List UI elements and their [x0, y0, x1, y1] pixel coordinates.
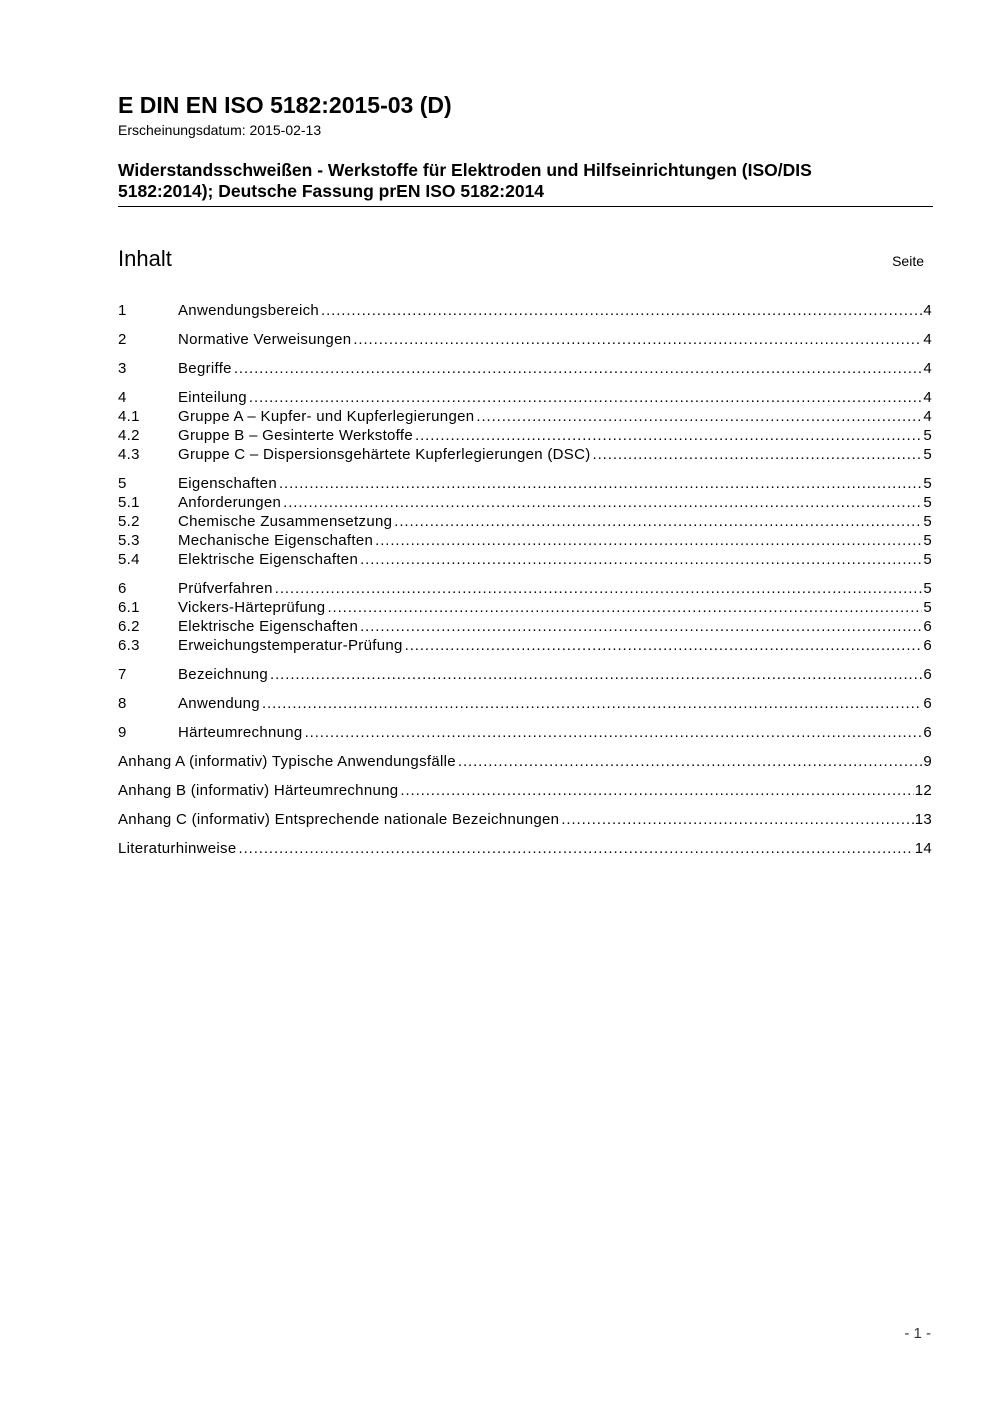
toc-entry[interactable] [118, 445, 932, 464]
toc-entry-title: Anforderungen [178, 494, 282, 511]
toc-dot-leader [458, 752, 922, 771]
toc-entry[interactable] [118, 330, 932, 349]
toc-entry-number: 5.2 [118, 513, 140, 530]
toc-dot-leader [327, 598, 922, 617]
toc-entry-number: 5 [118, 475, 127, 492]
toc-entry-title: Chemische Zusammensetzung [178, 513, 393, 530]
toc-dot-leader [593, 445, 923, 464]
toc-dot-leader [405, 636, 923, 655]
toc-entry-number: 6 [118, 580, 127, 597]
toc-entry-title: Gruppe C – Dispersionsgehärtete Kupferlegierungen (DSC) [178, 446, 591, 463]
toc-entry-page: 13 [914, 811, 932, 828]
toc-entry[interactable] [118, 474, 932, 493]
toc-entry-title: Anwendungsbereich [178, 302, 320, 319]
toc-entry-page: 9 [923, 753, 932, 770]
toc-entry[interactable] [118, 636, 932, 655]
toc-entry-title: Bezeichnung [178, 666, 269, 683]
toc-entry-title: Einteilung [178, 389, 247, 406]
toc-entry[interactable] [118, 426, 932, 445]
toc-entry-page: 5 [923, 580, 932, 597]
toc-entry-page: 5 [923, 446, 932, 463]
document-title: E DIN EN ISO 5182:2015-03 (D) [118, 92, 452, 118]
toc-entry-page: 6 [923, 666, 932, 683]
page-number: - 1 - [904, 1325, 931, 1342]
toc-entry[interactable] [118, 579, 932, 598]
toc-entry-number: 6.1 [118, 599, 140, 616]
toc-dot-leader [375, 531, 922, 550]
toc-entry-number: 4.2 [118, 427, 140, 444]
toc-entry-page: 6 [923, 637, 932, 654]
toc-entry[interactable] [118, 407, 932, 426]
toc-entry[interactable] [118, 531, 932, 550]
toc-entry-number: 5.3 [118, 532, 140, 549]
toc-entry-page: 5 [923, 475, 932, 492]
toc-entry-page: 4 [923, 302, 932, 319]
toc-entry-annex-b[interactable] [118, 781, 932, 800]
toc-dot-leader [476, 407, 922, 426]
toc-entry-page: 4 [923, 389, 932, 406]
toc-entry-number: 8 [118, 695, 127, 712]
toc-entry-title: Anwendung [178, 695, 260, 712]
toc-dot-leader [400, 781, 913, 800]
toc-entry-number: 9 [118, 724, 127, 741]
toc-entry[interactable] [118, 359, 932, 378]
document-subtitle [118, 160, 933, 202]
toc-entry-title: Gruppe B – Gesinterte Werkstoffe [178, 427, 413, 444]
toc-entry-annex-c[interactable] [118, 810, 932, 829]
toc-dot-leader [360, 550, 922, 569]
toc-entry-page: 6 [923, 618, 932, 635]
toc-entry-title: Anhang C (informativ) Entsprechende nationale Bezeichnungen [118, 811, 560, 828]
toc-entry-number: 1 [118, 302, 127, 319]
toc-dot-leader [279, 474, 922, 493]
toc-entry-page: 5 [923, 513, 932, 530]
toc-dot-leader [353, 330, 922, 349]
toc-dot-leader [415, 426, 922, 445]
toc-entry[interactable] [118, 388, 932, 407]
toc-dot-leader [275, 579, 923, 598]
toc-entry-page: 6 [923, 695, 932, 712]
toc-entry-annex-a[interactable] [118, 752, 932, 771]
toc-entry-page: 5 [923, 494, 932, 511]
subtitle-line-2: 5182:2014); Deutsche Fassung prEN ISO 5182:2014 [118, 181, 545, 201]
toc-entry-page: 12 [914, 782, 932, 799]
toc-entry-page: 6 [923, 724, 932, 741]
toc-entry[interactable] [118, 493, 932, 512]
toc-dot-leader [270, 665, 922, 684]
toc-entry[interactable] [118, 617, 932, 636]
toc-entry-title: Prüfverfahren [178, 580, 273, 597]
toc-page-column-heading: Seite [892, 253, 924, 269]
toc-dot-leader [262, 694, 922, 713]
toc-dot-leader [249, 388, 922, 407]
toc-entry-page: 5 [923, 551, 932, 568]
publication-date: Erscheinungsdatum: 2015-02-13 [118, 122, 322, 138]
toc-entry-number: 6.3 [118, 637, 140, 654]
table-of-contents [118, 301, 932, 858]
toc-entry-number: 6.2 [118, 618, 140, 635]
toc-entry-number: 5.1 [118, 494, 140, 511]
toc-entry-title: Gruppe A – Kupfer- und Kupferlegierungen [178, 408, 475, 425]
toc-dot-leader [321, 301, 922, 320]
toc-entry-page: 5 [923, 532, 932, 549]
subtitle-line-1: Widerstandsschweißen - Werkstoffe für Elektroden und Hilfseinrichtungen (ISO/DIS [118, 160, 812, 180]
toc-entry-title: Anhang B (informativ) Härteumrechnung [118, 782, 399, 799]
toc-heading: Inhalt [118, 246, 172, 271]
toc-entry-title: Vickers-Härteprüfung [178, 599, 326, 616]
toc-entry-page: 14 [914, 840, 932, 857]
toc-entry-title: Literaturhinweise [118, 840, 237, 857]
toc-entry-page: 5 [923, 427, 932, 444]
toc-entry-title: Normative Verweisungen [178, 331, 352, 348]
toc-entry[interactable] [118, 301, 932, 320]
toc-entry-number: 4 [118, 389, 127, 406]
toc-entry-title: Erweichungstemperatur-Prüfung [178, 637, 403, 654]
toc-dot-leader [283, 493, 922, 512]
header-divider [118, 206, 933, 207]
toc-entry-title: Elektrische Eigenschaften [178, 618, 359, 635]
toc-entry-number: 4.1 [118, 408, 140, 425]
toc-entry[interactable] [118, 512, 932, 531]
toc-entry-title: Begriffe [178, 360, 232, 377]
toc-entry-title: Mechanische Eigenschaften [178, 532, 374, 549]
toc-entry[interactable] [118, 598, 932, 617]
toc-entry-bibliography[interactable] [118, 839, 932, 858]
toc-entry-page: 4 [923, 360, 932, 377]
toc-entry-title: Eigenschaften [178, 475, 277, 492]
toc-dot-leader [561, 810, 913, 829]
toc-entry-title: Anhang A (informativ) Typische Anwendungsfälle [118, 753, 456, 770]
toc-dot-leader [239, 839, 914, 858]
toc-entry[interactable] [118, 665, 932, 684]
toc-dot-leader [394, 512, 922, 531]
toc-entry-page: 5 [923, 599, 932, 616]
toc-dot-leader [305, 723, 923, 742]
toc-entry-page: 4 [923, 408, 932, 425]
toc-entry-number: 2 [118, 331, 127, 348]
toc-entry-number: 4.3 [118, 446, 140, 463]
toc-entry[interactable] [118, 550, 932, 569]
toc-entry-number: 3 [118, 360, 127, 377]
toc-entry-title: Härteumrechnung [178, 724, 303, 741]
toc-entry[interactable] [118, 694, 932, 713]
toc-entry-number: 5.4 [118, 551, 140, 568]
toc-entry-number: 7 [118, 666, 127, 683]
toc-entry-title: Elektrische Eigenschaften [178, 551, 359, 568]
toc-dot-leader [234, 359, 923, 378]
toc-entry[interactable] [118, 723, 932, 742]
toc-dot-leader [360, 617, 922, 636]
toc-entry-page: 4 [923, 331, 932, 348]
